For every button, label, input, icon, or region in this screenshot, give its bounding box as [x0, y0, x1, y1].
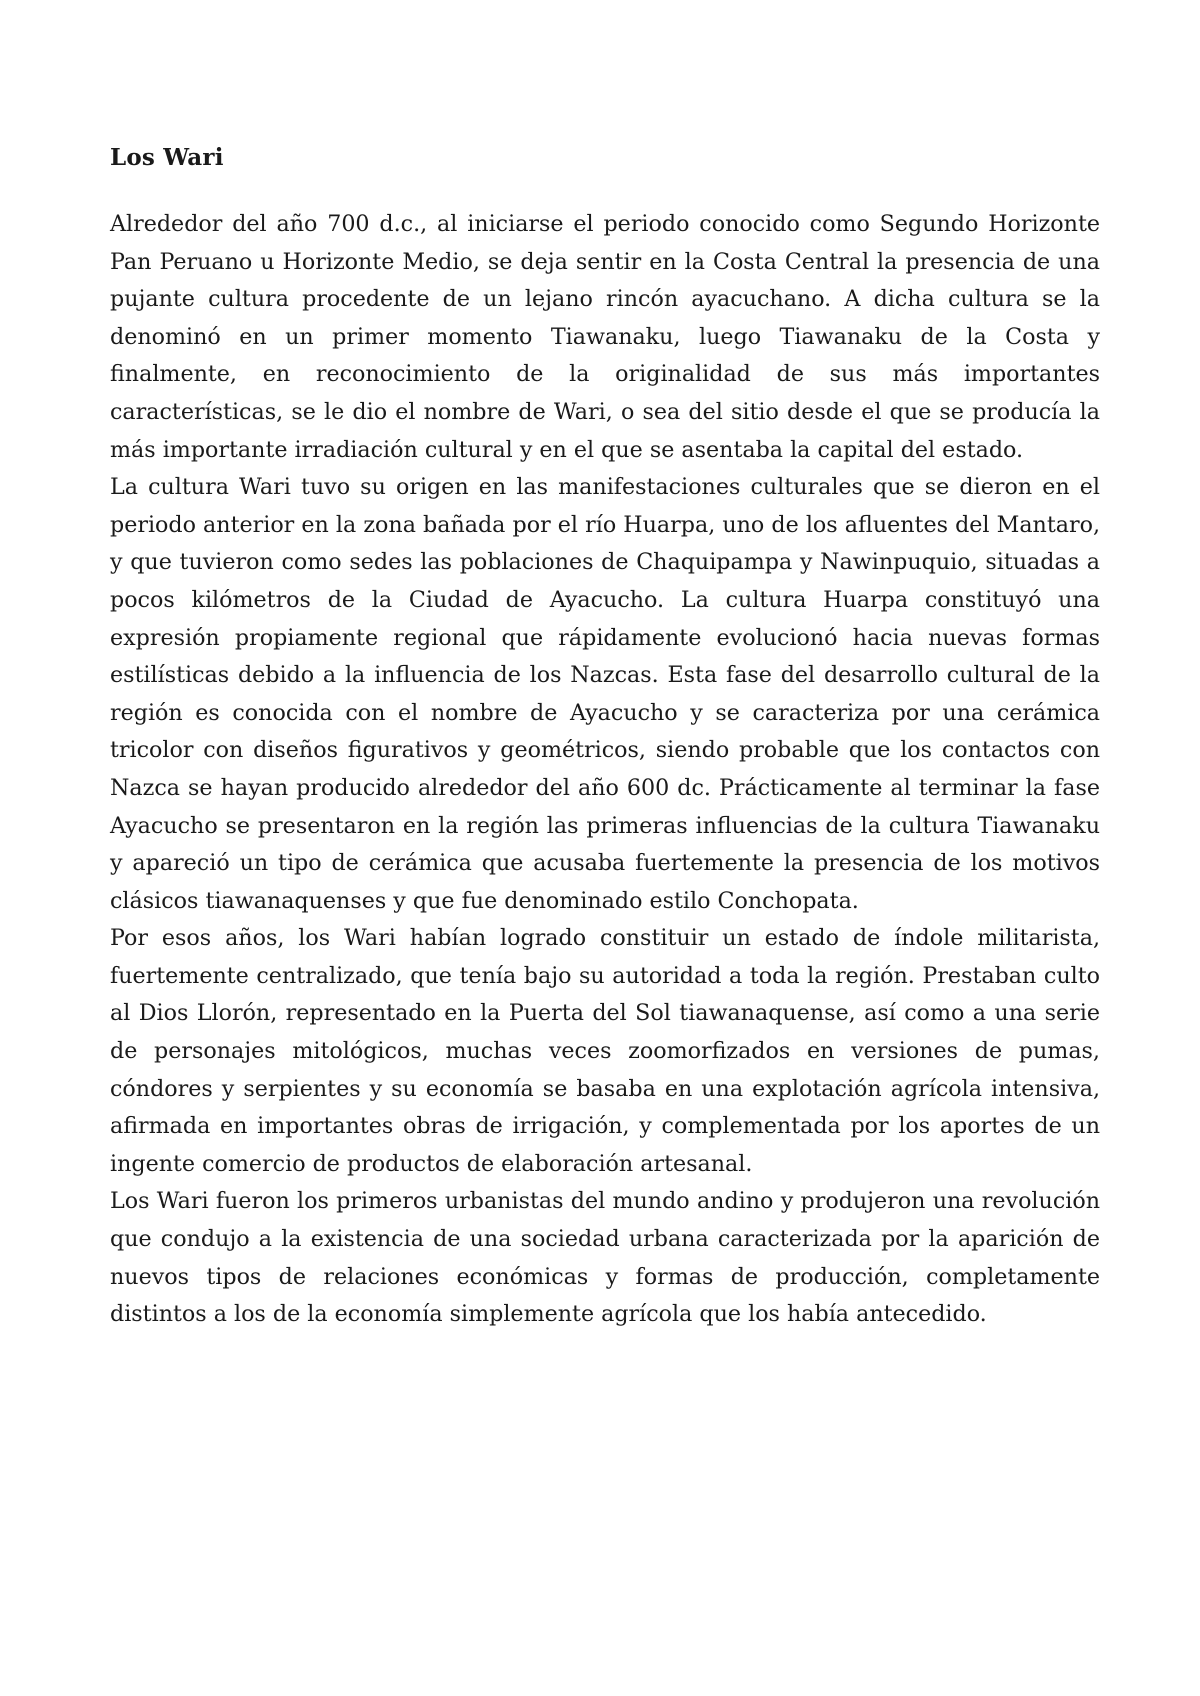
- document-title: Los Wari: [110, 144, 224, 171]
- paragraph-urbanism: Los Wari fueron los primeros urbanistas del mundo andino y produjeron una revolución que condujo a la existencia de una sociedad urbana caracterizada por la aparición de nuevos tipos de relaciones económicas y formas de producción, completamente distintos a los de la economía simplemente agrícola que los había antecedido.: [110, 1188, 1100, 1328]
- paragraph-intro: Alrededor del año 700 d.c., al iniciarse el periodo conocido como Segundo Horizonte Pan Peruano u Horizonte Medio, se deja sentir en la Costa Central la presencia de una pujante cultura procedente de un lejano rincón ayacuchano. A dicha cultura se la denominó en un primer momento Tiawanaku, luego Tiawanaku de la Costa y finalmente, en reconocimiento de la originalidad de sus más importantes características, se le dio el nombre de Wari, o sea del sitio desde el que se producía la más importante irradiación cultural y en el que se asentaba la capital del estado.: [110, 211, 1100, 463]
- paragraph-origins: La cultura Wari tuvo su origen en las manifestaciones culturales que se dieron en el periodo anterior en la zona bañada por el río Huarpa, uno de los afluentes del Mantaro, y que tuvieron como sedes las poblaciones de Chaquipampa y Nawinpuquio, situadas a pocos kilómetros de la Ciudad de Ayacucho. La cultura Huarpa constituyó una expresión propiamente regional que rápidamente evolucionó hacia nuevas formas estilísticas debido a la influencia de los Nazcas. Esta fase del desarrollo cultural de la región es conocida con el nombre de Ayacucho y se caracteriza por una cerámica tricolor con diseños figurativos y geométricos, siendo probable que los contactos con Nazca se hayan producido alrededor del año 600 dc. Prácticamente al terminar la fase Ayacucho se presentaron en la región las primeras influencias de la cultura Tiawanaku y apareció un tipo de cerámica que acusaba fuertemente la presencia de los motivos clásicos tiawanaquenses y que fue denominado estilo Conchopata.: [110, 474, 1100, 914]
- document-body: [110, 140, 1100, 1334]
- paragraph-state: Por esos años, los Wari habían logrado constituir un estado de índole militarista, fuertemente centralizado, que tenía bajo su autoridad a toda la región. Prestaban culto al Dios Llorón, representado en la Puerta del Sol tiawanaquense, así como a una serie de personajes mitológicos, muchas veces zoomorfizados en versiones de pumas, cóndores y serpientes y su economía se basaba en una explotación agrícola intensiva, afirmada en importantes obras de irrigación, y complementada por los aportes de un ingente comercio de productos de elaboración artesanal.: [110, 925, 1100, 1177]
